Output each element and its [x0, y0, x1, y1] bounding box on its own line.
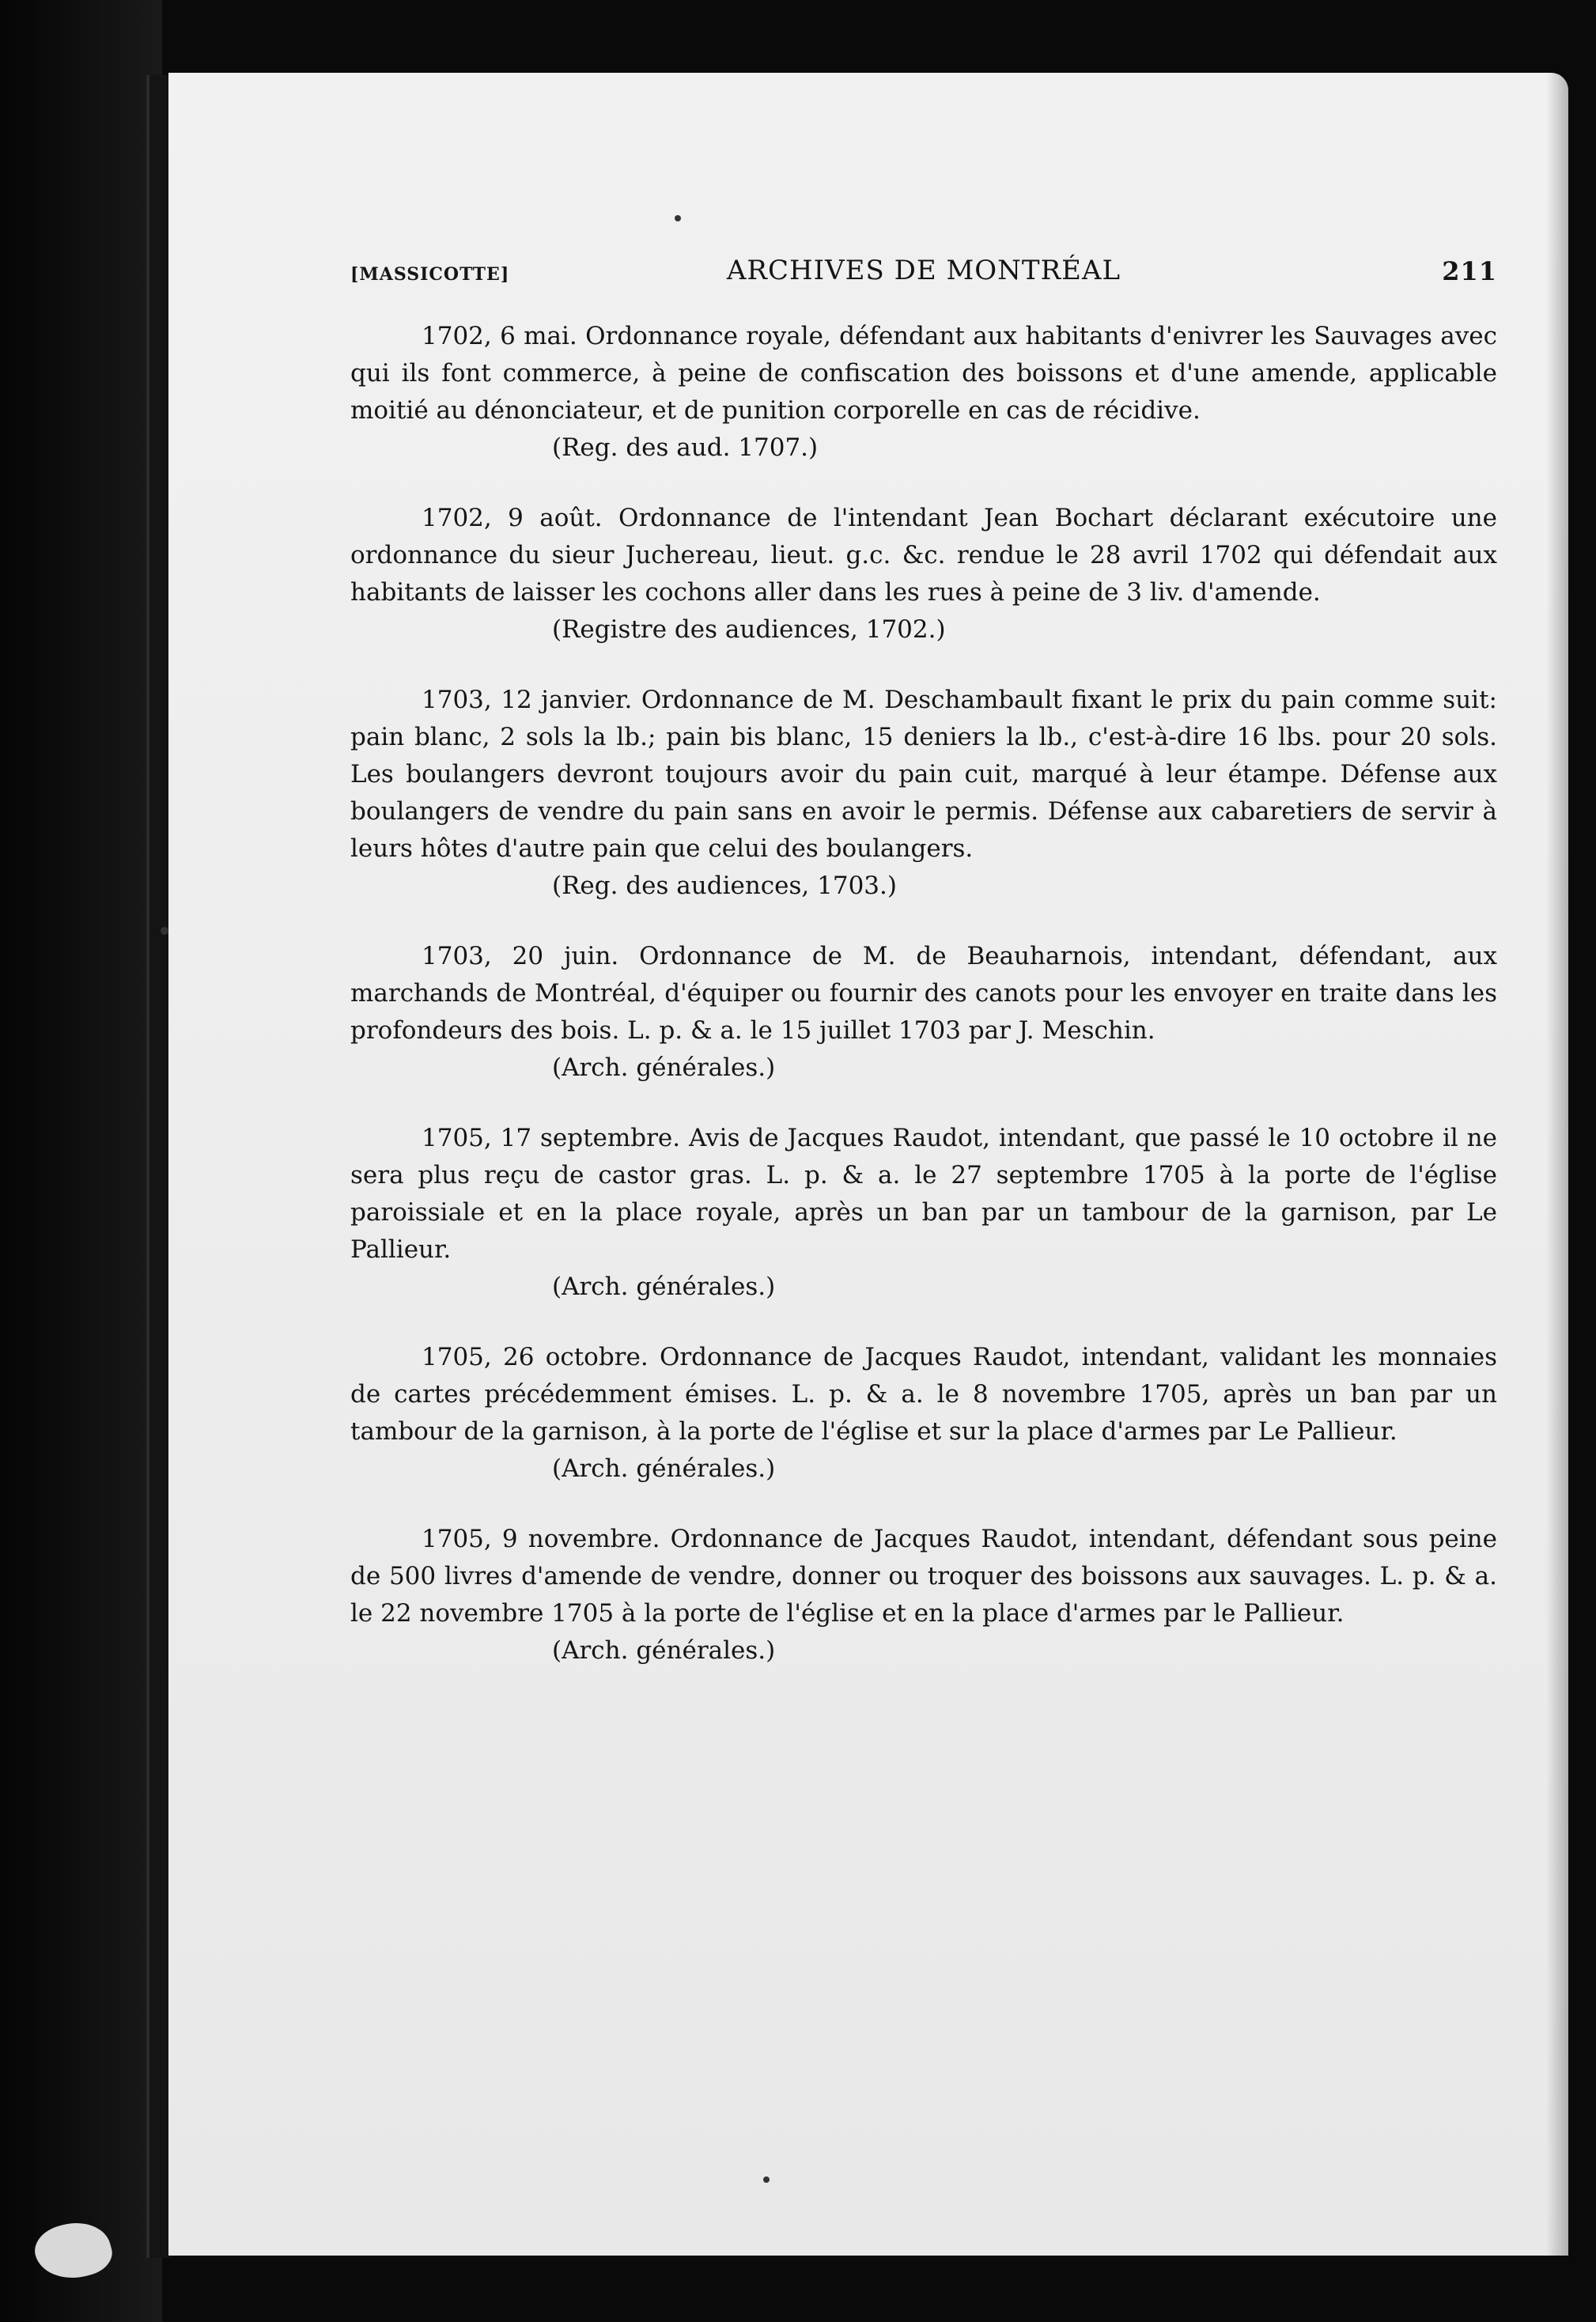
- ordinance-entry: [350, 1120, 1497, 1306]
- ordinance-entry: [350, 682, 1497, 905]
- ink-speck: [161, 927, 168, 935]
- page-edge-shadow: [1546, 73, 1568, 2256]
- page-text: [350, 255, 1497, 1703]
- entry-text: 1705, 26 octobre. Ordonnance de Jacques Raudot, intendant, validant les monnaies de cartes précédemment émises. L. p. & a. le 8 novembre 1705, après un ban par un tambour de la garnison, à la porte de l'église et sur la place d'armes par Le Pallieur.: [350, 1343, 1497, 1446]
- entry-source: (Arch. générales.): [552, 1273, 776, 1301]
- entry-source: (Arch. générales.): [552, 1636, 776, 1665]
- ordinance-entry: [350, 318, 1497, 467]
- ordinance-entry: [350, 500, 1497, 649]
- author-tag: [MASSICOTTE]: [350, 264, 510, 285]
- ink-speck: [763, 2176, 770, 2183]
- entry-source: (Arch. générales.): [552, 1454, 776, 1483]
- ordinance-entry: [350, 1339, 1497, 1488]
- ink-speck: [675, 215, 681, 221]
- entry-text: 1705, 17 septembre. Avis de Jacques Raudot, intendant, que passé le 10 octobre il ne sera plus reçu de castor gras. L. p. & a. le 27 septembre 1705 à la porte de l'église paroissiale et en la place royale, après un ban par un tambour de la garnison, par Le Pallieur.: [350, 1124, 1497, 1264]
- entry-source: (Arch. générales.): [552, 1053, 776, 1082]
- entry-text: 1705, 9 novembre. Ordonnance de Jacques Raudot, intendant, défendant sous peine de 500 livres d'amende de vendre, donner ou troquer des boissons aux sauvages. L. p. & a. le 22 novembre 1705 à la porte de l'église et en la place d'armes par le Pallieur.: [350, 1525, 1497, 1628]
- entry-text: 1703, 12 janvier. Ordonnance de M. Deschambault fixant le prix du pain comme suit: pain blanc, 2 sols la lb.; pain bis blanc, 15 deniers la lb., c'est-à-dire 16 lbs. pour 20 sols. Les boulangers devront toujours avoir du pain cuit, marqué à leur étampe. Défense aux boulangers de vendre du pain sans en avoir le permis. Défense aux cabaretiers de servir à leurs hôtes d'autre pain que celui des boulangers.: [350, 686, 1497, 863]
- facing-page-edge: [0, 0, 162, 2322]
- entry-source: (Reg. des audiences, 1703.): [552, 872, 897, 900]
- ordinance-entry: [350, 1521, 1497, 1670]
- book-page: [168, 73, 1568, 2256]
- entry-source: (Reg. des aud. 1707.): [552, 433, 819, 462]
- entry-text: 1702, 6 mai. Ordonnance royale, défendant aux habitants d'enivrer les Sauvages avec qui ils font commerce, à peine de confiscation des boissons et d'une amende, applicable moitié au dénonciateur, et de punition corporelle en cas de récidive.: [350, 322, 1497, 425]
- entry-source: (Registre des audiences, 1702.): [552, 615, 946, 644]
- page-number: 211: [1442, 256, 1497, 286]
- book-title: ARCHIVES DE MONTRÉAL: [726, 255, 1121, 286]
- ordinance-entry: [350, 938, 1497, 1087]
- entry-text: 1703, 20 juin. Ordonnance de M. de Beauharnois, intendant, défendant, aux marchands de Montréal, d'équiper ou fournir des canots pour les envoyer en traite dans les profondeurs des bois. L. p. & a. le 15 juillet 1703 par J. Meschin.: [350, 942, 1497, 1045]
- running-header: [350, 255, 1497, 302]
- entry-text: 1702, 9 août. Ordonnance de l'intendant Jean Bochart déclarant exécutoire une ordonnance du sieur Juchereau, lieut. g.c. &c. rendue le 28 avril 1702 qui défendait aux habitants de laisser les cochons aller dans les rues à peine de 3 liv. d'amende.: [350, 504, 1497, 607]
